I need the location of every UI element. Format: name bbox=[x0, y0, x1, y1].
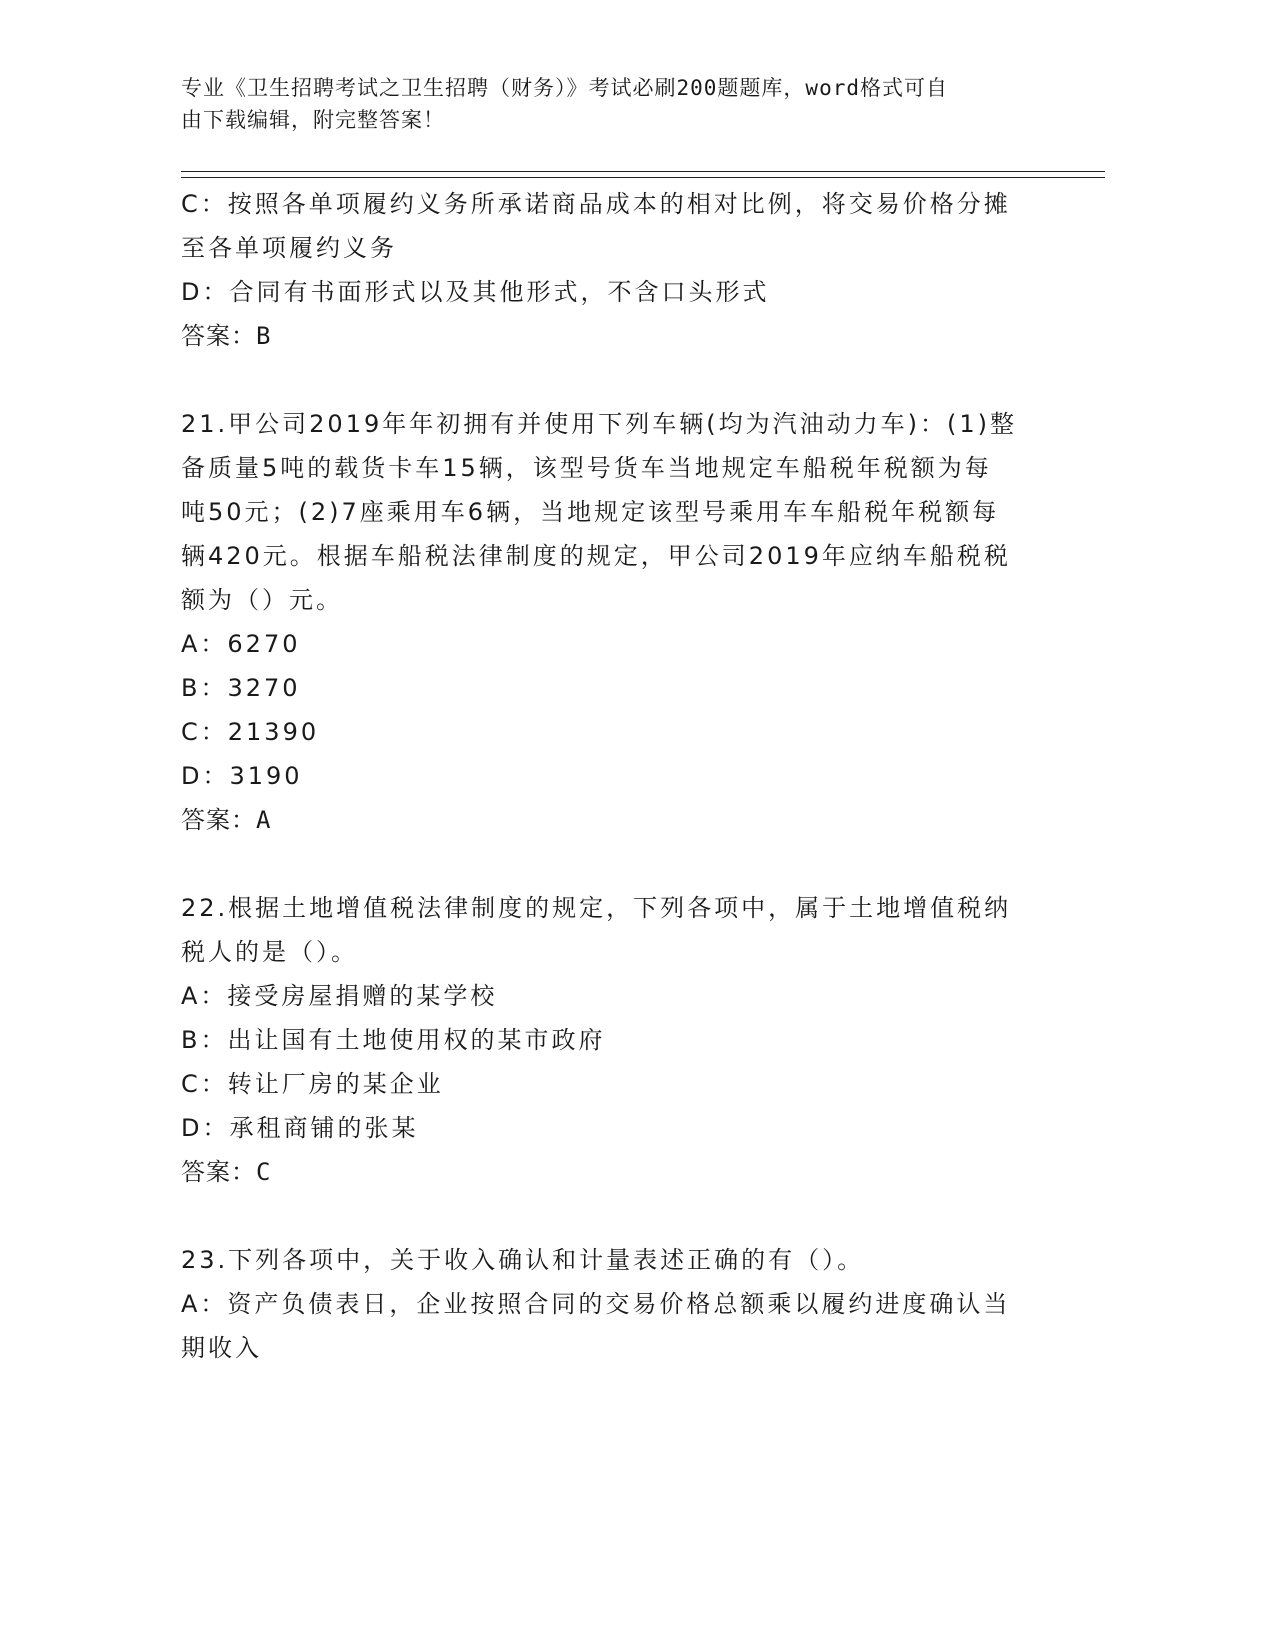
answer: 答案：C bbox=[181, 1158, 272, 1186]
option-c-line-2: 至各单项履约义务 bbox=[181, 234, 397, 262]
header-line-1: 专业《卫生招聘考试之卫生招聘（财务）》考试必刷200题题库，word格式可自 bbox=[181, 76, 948, 100]
option-d: D：合同有书面形式以及其他形式，不含口头形式 bbox=[181, 278, 770, 306]
header-divider-bottom bbox=[181, 177, 1105, 178]
question-text-line: 额为（）元。 bbox=[181, 586, 343, 614]
option-d: D：3190 bbox=[181, 762, 303, 790]
option-a-line-1: A：资产负债表日，企业按照合同的交易价格总额乘以履约进度确认当 bbox=[181, 1290, 1011, 1318]
option-c: C：21390 bbox=[181, 718, 320, 746]
option-c-line-1: C：按照各单项履约义务所承诺商品成本的相对比例，将交易价格分摊 bbox=[181, 190, 1011, 218]
spacer bbox=[181, 358, 1041, 402]
option-d: D：承租商铺的张某 bbox=[181, 1114, 419, 1142]
header-divider-top bbox=[181, 171, 1105, 172]
spacer bbox=[181, 842, 1041, 886]
option-a: A：6270 bbox=[181, 630, 301, 658]
option-c: C：转让厂房的某企业 bbox=[181, 1070, 444, 1098]
option-a: A：接受房屋捐赠的某学校 bbox=[181, 982, 498, 1010]
question-22 bbox=[181, 886, 1041, 1194]
question-text-line: 23.下列各项中，关于收入确认和计量表述正确的有（）。 bbox=[181, 1246, 865, 1274]
document-header bbox=[181, 72, 1061, 136]
option-a-line-2: 期收入 bbox=[181, 1334, 262, 1362]
spacer bbox=[181, 1194, 1041, 1238]
question-text-line: 21.甲公司2019年年初拥有并使用下列车辆(均为汽油动力车)：(1)整 bbox=[181, 410, 1017, 438]
header-line-2: 由下载编辑，附完整答案！ bbox=[181, 108, 445, 132]
question-text-line: 辆420元。根据车船税法律制度的规定，甲公司2019年应纳车船税税 bbox=[181, 542, 1011, 570]
question-21 bbox=[181, 402, 1041, 842]
question-text-line: 22.根据土地增值税法律制度的规定，下列各项中，属于土地增值税纳 bbox=[181, 894, 1012, 922]
question-23 bbox=[181, 1238, 1041, 1370]
document-body bbox=[181, 182, 1041, 1370]
question-text-line: 吨50元；(2)7座乘用车6辆，当地规定该型号乘用车车船税年税额每 bbox=[181, 498, 1000, 526]
question-text-line: 税人的是（）。 bbox=[181, 938, 358, 966]
answer: 答案：A bbox=[181, 806, 272, 834]
question-text-line: 备质量5吨的载货卡车15辆，该型号货车当地规定车船税年税额为每 bbox=[181, 454, 992, 482]
previous-question-tail bbox=[181, 182, 1041, 358]
option-b: B：3270 bbox=[181, 674, 301, 702]
answer: 答案：B bbox=[181, 322, 272, 350]
option-b: B：出让国有土地使用权的某市政府 bbox=[181, 1026, 606, 1054]
